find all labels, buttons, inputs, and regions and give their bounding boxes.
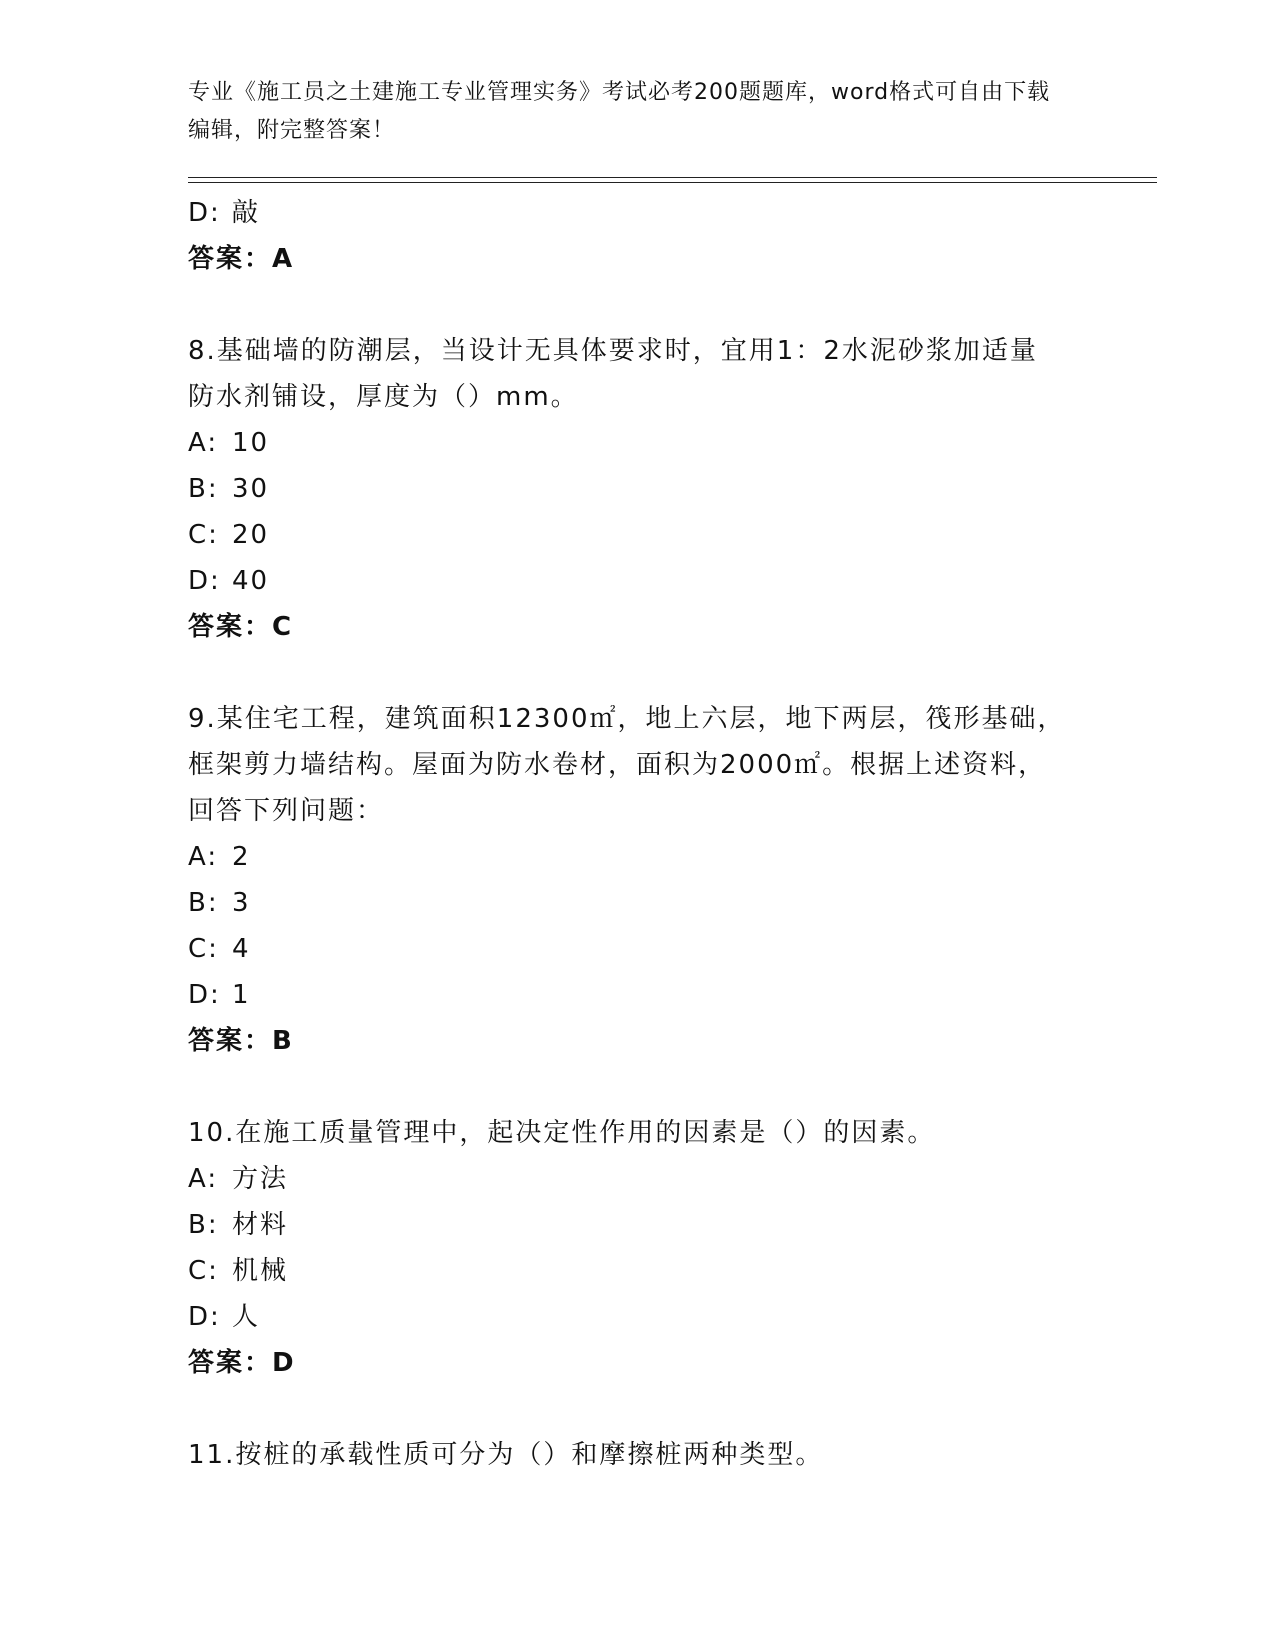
option-letter: D: xyxy=(188,1302,221,1332)
option-item xyxy=(188,1248,1088,1294)
option-letter: C: xyxy=(188,520,219,550)
option-text: 1 xyxy=(232,980,251,1010)
option-letter: C: xyxy=(188,934,219,964)
option-item xyxy=(188,1294,1088,1340)
option-letter: A: xyxy=(188,1164,219,1194)
header-divider-bottom xyxy=(188,182,1157,183)
option-item xyxy=(188,466,1088,512)
option-letter: A: xyxy=(188,842,219,872)
option-letter: D: xyxy=(188,566,221,596)
option-text: 机械 xyxy=(232,1256,289,1286)
spacer xyxy=(188,1386,1088,1432)
spacer xyxy=(188,1064,1088,1110)
header-divider-top xyxy=(188,177,1157,178)
option-letter: B: xyxy=(188,474,219,504)
question-text-line: 11.按桩的承载性质可分为（）和摩擦桩两种类型。 xyxy=(188,1440,824,1470)
question-text-line: 9.某住宅工程，建筑面积12300㎡，地上六层，地下两层，筏形基础， xyxy=(188,704,1066,734)
option-text: 20 xyxy=(232,520,270,550)
option-letter: B: xyxy=(188,1210,219,1240)
option-item xyxy=(188,972,1088,1018)
option-item xyxy=(188,420,1088,466)
option-item xyxy=(188,834,1088,880)
question-text-line: 回答下列问题： xyxy=(188,796,385,826)
document-header xyxy=(188,74,1068,150)
answer-line: 答案：B xyxy=(188,1026,294,1056)
spacer xyxy=(188,650,1088,696)
question-block-11 xyxy=(188,1432,1088,1478)
spacer xyxy=(188,282,1088,328)
question-list xyxy=(188,190,1088,1478)
option-text: 4 xyxy=(232,934,251,964)
question-block-8 xyxy=(188,328,1088,650)
header-title: 专业《施工员之土建施工专业管理实务》考试必考200题题库，word格式可自由下载编辑，附完整答案！ xyxy=(188,80,1051,143)
option-text: 10 xyxy=(232,428,270,458)
option-item xyxy=(188,880,1088,926)
option-item xyxy=(188,1202,1088,1248)
option-text: 材料 xyxy=(232,1210,289,1240)
option-letter: B: xyxy=(188,888,219,918)
option-text: 3 xyxy=(232,888,251,918)
option-item xyxy=(188,558,1088,604)
option-text: 30 xyxy=(232,474,270,504)
option-letter: D: xyxy=(188,198,221,228)
option-item xyxy=(188,926,1088,972)
option-text: 人 xyxy=(232,1302,261,1332)
question-text-line: 防水剂铺设，厚度为（）mm。 xyxy=(188,382,579,412)
option-letter: D: xyxy=(188,980,221,1010)
option-text: 敲 xyxy=(232,198,261,228)
question-block-7 xyxy=(188,190,1088,282)
question-block-9 xyxy=(188,696,1088,1064)
option-text: 方法 xyxy=(232,1164,289,1194)
option-item xyxy=(188,190,1088,236)
question-text-line: 框架剪力墙结构。屋面为防水卷材，面积为2000㎡。根据上述资料， xyxy=(188,750,1047,780)
option-item xyxy=(188,1156,1088,1202)
option-letter: A: xyxy=(188,428,219,458)
option-text: 2 xyxy=(232,842,251,872)
option-item xyxy=(188,512,1088,558)
question-block-10 xyxy=(188,1110,1088,1386)
answer-line: 答案：D xyxy=(188,1348,296,1378)
question-text-line: 8.基础墙的防潮层，当设计无具体要求时，宜用1：2水泥砂浆加适量 xyxy=(188,336,1038,366)
question-text-line: 10.在施工质量管理中，起决定性作用的因素是（）的因素。 xyxy=(188,1118,936,1148)
option-letter: C: xyxy=(188,1256,219,1286)
answer-line: 答案：A xyxy=(188,244,295,274)
answer-line: 答案：C xyxy=(188,612,294,642)
option-text: 40 xyxy=(232,566,270,596)
